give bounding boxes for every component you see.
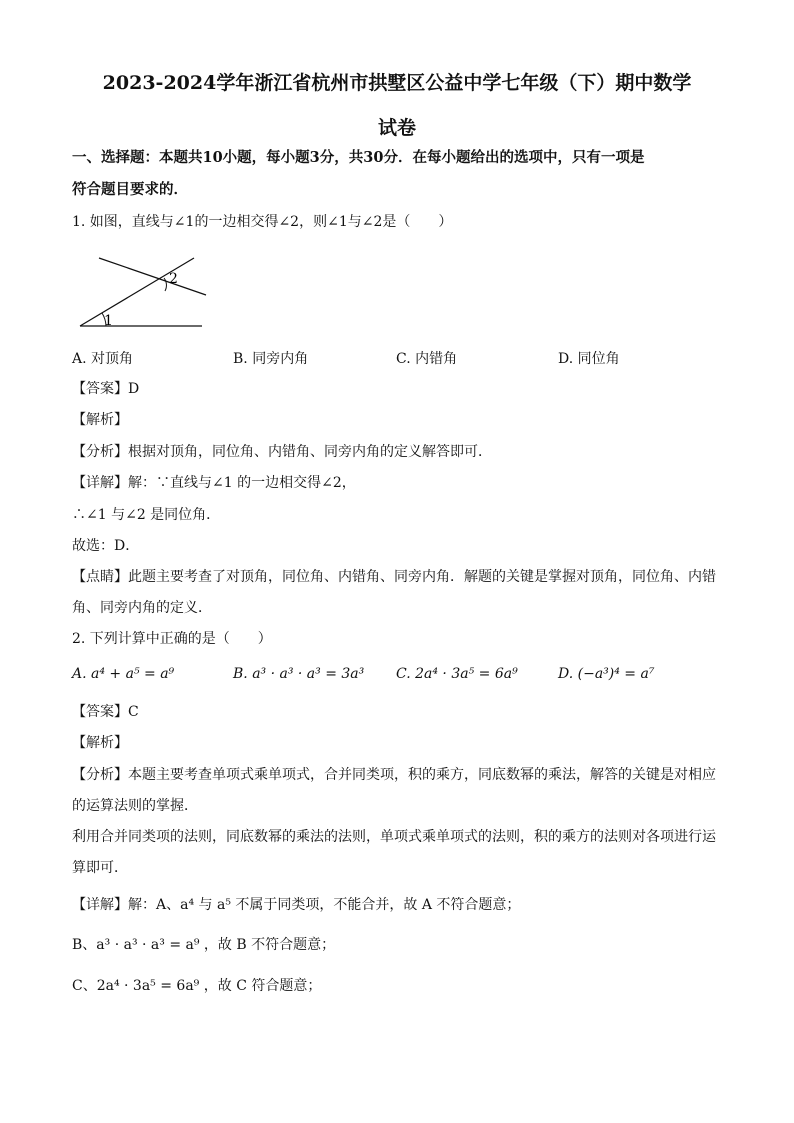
q2-detail-a: 【详解】解：A、a⁴ 与 a⁵ 不属于同类项，不能合并，故 A 不符合题意； — [72, 897, 521, 913]
q2-option-c: C. 2a⁴ · 3a⁵ = 6a⁹ — [396, 666, 518, 682]
angle2-label: 2 — [169, 271, 178, 287]
q1-stem: 1. 如图，直线与∠1的一边相交得∠2，则∠1与∠2是（ ） — [72, 214, 453, 230]
q2-answer: 【答案】C — [72, 704, 139, 720]
q2-method-line1: 利用合并同类项的法则，同底数幂的乘法的法则，单项式乘单项式的法则，积的乘方的法则对各项进行运 — [72, 829, 716, 845]
q1-answer: 【答案】D — [72, 381, 140, 397]
figure-transversal-line — [80, 258, 194, 326]
q2-fenxi-line2: 的运算法则的掌握． — [72, 798, 198, 814]
q2-stem: 2. 下列计算中正确的是（ ） — [72, 631, 272, 647]
q1-analysis-head: 【解析】 — [72, 412, 128, 428]
q1-choose: 故选：D． — [72, 538, 140, 554]
q2-method-line2: 算即可． — [72, 860, 128, 876]
q2-analysis-head: 【解析】 — [72, 735, 128, 751]
q1-dianjing-line1: 【点睛】此题主要考查了对顶角，同位角、内错角、同旁内角．解题的关键是掌握对顶角，同位角、内错 — [72, 569, 716, 585]
q2-option-a: A. a⁴ + a⁵ = a⁹ — [72, 666, 175, 682]
q1-option-d: D. 同位角 — [558, 351, 620, 367]
q2-detail-c: C、2a⁴ · 3a⁵ = 6a⁹ ，故 C 符合题意； — [72, 978, 322, 994]
q2-fenxi-line1: 【分析】本题主要考查单项式乘单项式，合并同类项，积的乘方，同底数幂的乘法，解答的关键是对相应 — [72, 767, 716, 783]
angle1-label: 1 — [104, 313, 113, 329]
q1-option-b: B. 同旁内角 — [233, 351, 309, 367]
page-title-line2: 试卷 — [377, 117, 416, 139]
q1-dianjing-line2: 角、同旁内角的定义． — [72, 600, 212, 616]
q1-fenxi: 【分析】根据对顶角，同位角、内错角、同旁内角的定义解答即可． — [72, 444, 492, 460]
q2-detail-b: B、a³ · a³ · a³ = a⁹ ，故 B 不符合题意； — [72, 937, 336, 953]
q1-option-c: C. 内错角 — [396, 351, 458, 367]
figure-crossing-line — [99, 258, 206, 295]
q1-step2: ∴∠1 与∠2 是同位角． — [72, 507, 221, 523]
q2-option-d: D. (−a³)⁴ = a⁷ — [558, 666, 655, 682]
page-title-line1: 2023-2024学年浙江省杭州市拱墅区公益中学七年级（下）期中数学 — [102, 72, 692, 94]
q1-option-a: A. 对顶角 — [72, 351, 134, 367]
q2-option-b: B. a³ · a³ · a³ = 3a³ — [233, 666, 365, 682]
section-heading-line2: 符合题目要求的． — [72, 181, 188, 198]
q1-xiangjie: 【详解】解：∵直线与∠1 的一边相交得∠2， — [72, 475, 356, 491]
q1-figure — [74, 250, 214, 334]
angle2-arc — [164, 278, 166, 291]
section-heading-line1: 一、选择题：本题共10小题，每小题3分，共30分．在每小题给出的选项中，只有一项是 — [72, 149, 645, 166]
